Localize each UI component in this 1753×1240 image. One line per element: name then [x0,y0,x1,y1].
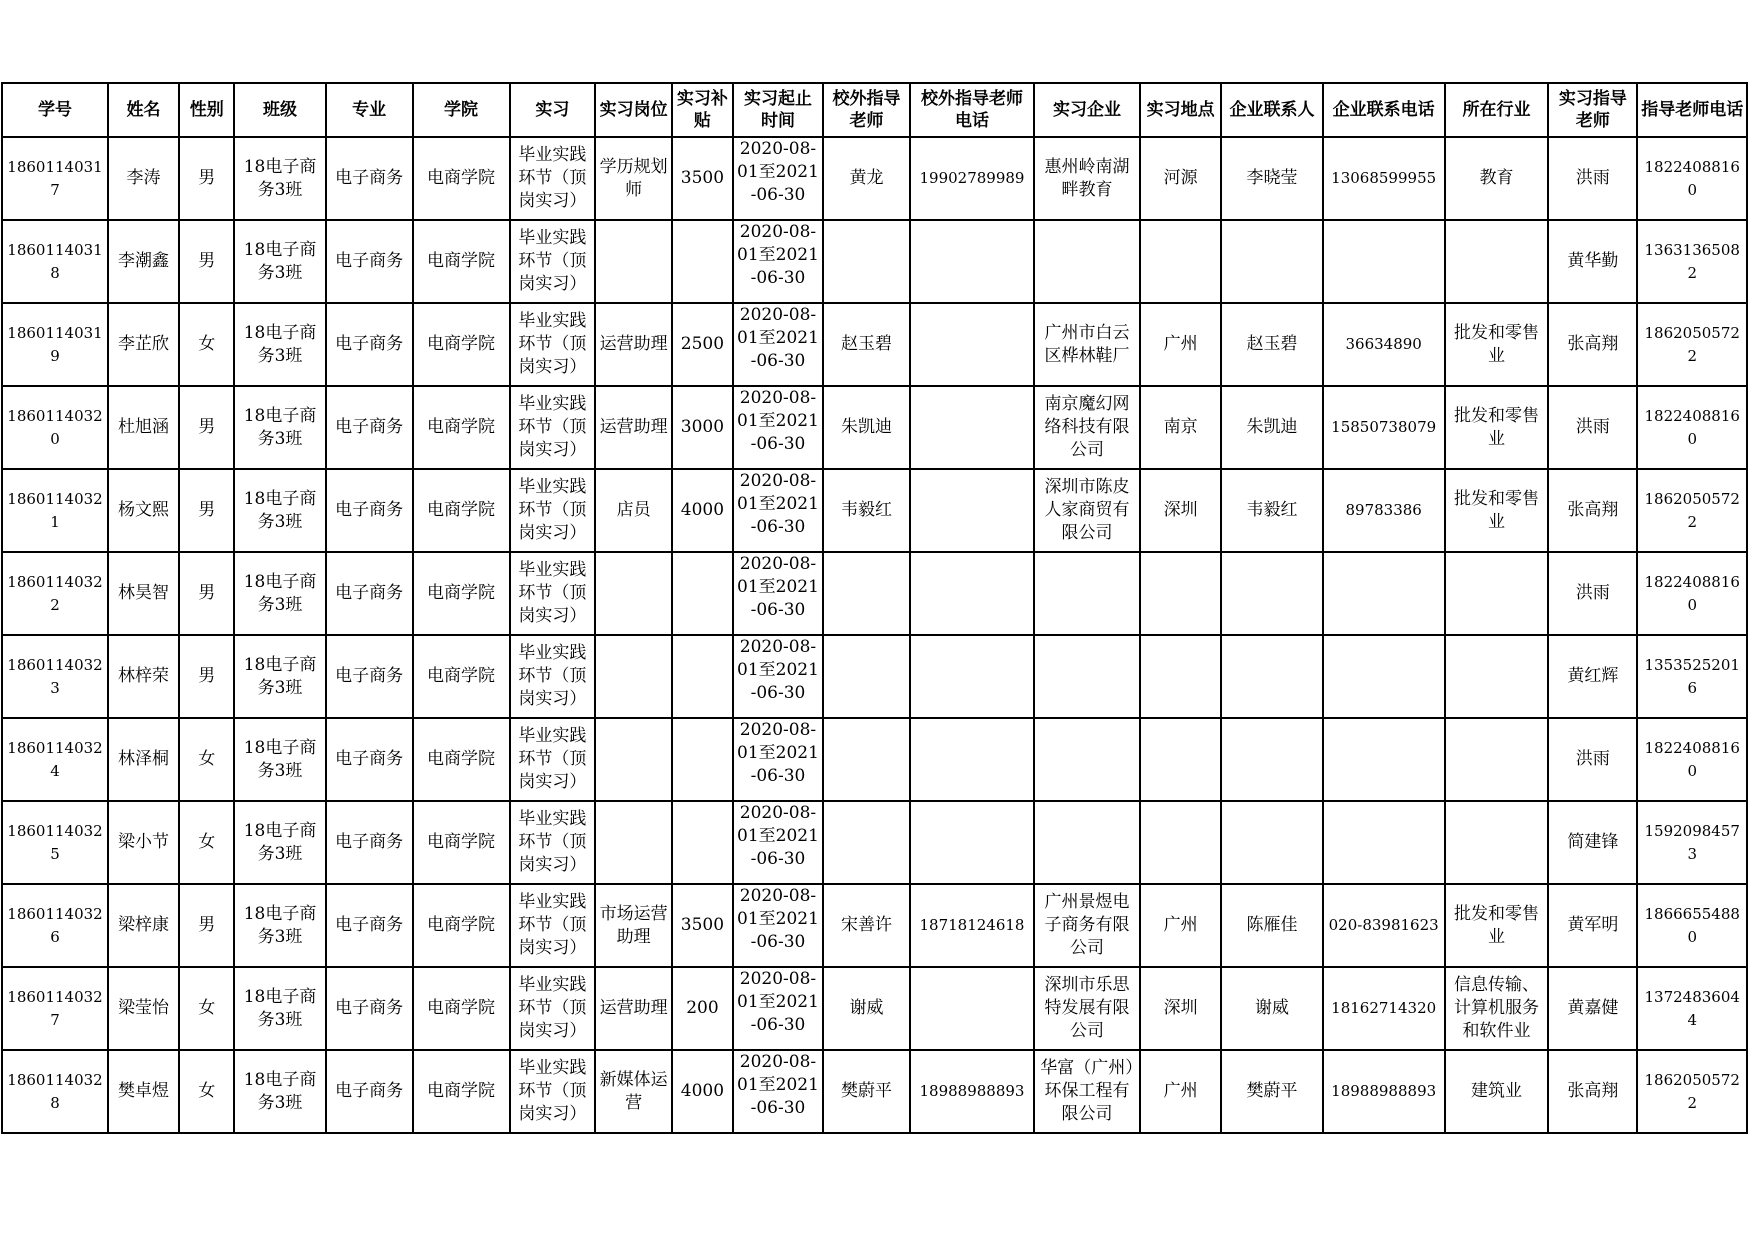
col-allowance-cell: 2500 [672,303,733,386]
col-allowance-cell: 3500 [672,884,733,967]
col-college-cell: 电商学院 [413,552,510,635]
col-position-cell: 运营助理 [595,303,672,386]
col-industry-cell: 信息传输、计算机服务和软件业 [1445,967,1549,1050]
internship-table [1,82,1748,1134]
col-internship-cell: 毕业实践环节（顶岗实习） [510,1050,596,1133]
col-company-phone-header: 企业联系电话 [1323,83,1445,137]
col-mentor-header: 实习指导老师 [1548,83,1637,137]
col-gender-cell: 男 [179,386,234,469]
col-company-contact-cell [1221,718,1323,801]
table-row [2,220,1747,303]
col-external-mentor-phone-cell [910,967,1034,1050]
col-student-id-cell: 18601140326 [2,884,108,967]
col-external-mentor-cell [823,220,910,303]
col-mentor-cell: 洪雨 [1548,552,1637,635]
col-mentor-cell: 洪雨 [1548,386,1637,469]
col-external-mentor-phone-cell [910,469,1034,552]
col-student-id-cell: 18601140319 [2,303,108,386]
col-name-cell: 梁梓康 [108,884,179,967]
col-name-cell: 梁小节 [108,801,179,884]
col-mentor-phone-cell: 18620505722 [1637,469,1747,552]
col-external-mentor-phone-header: 校外指导老师电话 [910,83,1034,137]
col-student-id-cell: 18601140324 [2,718,108,801]
col-period-cell [733,469,823,552]
col-class-cell: 18电子商务3班 [234,137,325,220]
col-company-phone-cell: 15850738079 [1323,386,1445,469]
col-external-mentor-cell: 宋善许 [823,884,910,967]
table-row [2,884,1747,967]
col-external-mentor-cell: 谢威 [823,967,910,1050]
col-internship-cell: 毕业实践环节（顶岗实习） [510,718,596,801]
col-student-id-cell: 18601140328 [2,1050,108,1133]
col-gender-cell: 女 [179,718,234,801]
col-major-cell: 电子商务 [326,1050,413,1133]
col-location-cell: 南京 [1140,386,1221,469]
col-industry-cell: 批发和零售业 [1445,884,1549,967]
col-period-cell [733,884,823,967]
col-student-id-cell: 18601140320 [2,386,108,469]
period-text: 2020-08-01至2021-06-30 [737,388,819,454]
col-company-phone-cell: 020-83981623 [1323,884,1445,967]
col-external-mentor-phone-cell [910,303,1034,386]
period-text: 2020-08-01至2021-06-30 [737,720,819,786]
col-external-mentor-cell [823,635,910,718]
col-class-cell: 18电子商务3班 [234,552,325,635]
col-mentor-cell: 张高翔 [1548,303,1637,386]
col-mentor-cell: 黄嘉健 [1548,967,1637,1050]
col-position-cell: 运营助理 [595,386,672,469]
col-gender-cell: 男 [179,884,234,967]
col-class-cell: 18电子商务3班 [234,1050,325,1133]
col-internship-cell: 毕业实践环节（顶岗实习） [510,303,596,386]
col-external-mentor-phone-cell: 18988988893 [910,1050,1034,1133]
col-industry-header: 所在行业 [1445,83,1549,137]
col-industry-cell: 批发和零售业 [1445,386,1549,469]
col-class-cell: 18电子商务3班 [234,967,325,1050]
col-mentor-cell: 洪雨 [1548,718,1637,801]
col-class-header: 班级 [234,83,325,137]
col-mentor-cell: 张高翔 [1548,1050,1637,1133]
col-major-cell: 电子商务 [326,220,413,303]
col-name-cell: 李涛 [108,137,179,220]
col-class-cell: 18电子商务3班 [234,884,325,967]
col-mentor-phone-cell: 13535252016 [1637,635,1747,718]
period-text: 2020-08-01至2021-06-30 [737,471,819,537]
period-text: 2020-08-01至2021-06-30 [737,139,819,205]
period-text: 2020-08-01至2021-06-30 [737,886,819,952]
col-industry-cell: 批发和零售业 [1445,303,1549,386]
col-period-header: 实习起止时间 [733,83,823,137]
col-external-mentor-phone-cell [910,801,1034,884]
col-major-cell: 电子商务 [326,469,413,552]
col-position-cell [595,718,672,801]
col-external-mentor-cell [823,718,910,801]
col-location-header: 实习地点 [1140,83,1221,137]
col-name-cell: 林梓荣 [108,635,179,718]
col-company-phone-cell [1323,801,1445,884]
col-internship-cell: 毕业实践环节（顶岗实习） [510,884,596,967]
col-mentor-phone-cell: 13631365082 [1637,220,1747,303]
col-gender-cell: 男 [179,552,234,635]
col-mentor-cell: 黄华勤 [1548,220,1637,303]
col-mentor-phone-cell: 15920984573 [1637,801,1747,884]
col-major-cell: 电子商务 [326,386,413,469]
col-position-cell: 运营助理 [595,967,672,1050]
col-industry-cell [1445,552,1549,635]
col-company-cell: 惠州岭南湖畔教育 [1034,137,1140,220]
col-allowance-cell: 4000 [672,469,733,552]
header-row [2,83,1747,137]
col-company-contact-cell: 赵玉碧 [1221,303,1323,386]
col-period-cell [733,1050,823,1133]
col-internship-cell: 毕业实践环节（顶岗实习） [510,967,596,1050]
col-period-cell [733,718,823,801]
col-company-cell: 南京魔幻网络科技有限公司 [1034,386,1140,469]
period-text: 2020-08-01至2021-06-30 [737,803,819,869]
col-gender-cell: 男 [179,635,234,718]
col-company-contact-cell: 韦毅红 [1221,469,1323,552]
col-student-id-cell: 18601140322 [2,552,108,635]
col-college-cell: 电商学院 [413,137,510,220]
col-location-cell: 广州 [1140,303,1221,386]
col-external-mentor-cell: 韦毅红 [823,469,910,552]
col-name-header: 姓名 [108,83,179,137]
col-external-mentor-phone-cell [910,635,1034,718]
col-allowance-cell: 3500 [672,137,733,220]
table-row [2,552,1747,635]
col-mentor-cell: 简建锋 [1548,801,1637,884]
col-mentor-phone-cell: 13724836044 [1637,967,1747,1050]
col-company-cell: 广州景煜电子商务有限公司 [1034,884,1140,967]
col-location-cell [1140,220,1221,303]
col-allowance-cell [672,220,733,303]
table-row [2,718,1747,801]
period-text: 2020-08-01至2021-06-30 [737,969,819,1035]
col-company-phone-cell: 36634890 [1323,303,1445,386]
col-position-cell [595,635,672,718]
col-allowance-cell [672,552,733,635]
col-industry-cell: 批发和零售业 [1445,469,1549,552]
col-external-mentor-cell: 朱凯迪 [823,386,910,469]
col-major-cell: 电子商务 [326,718,413,801]
col-external-mentor-phone-cell: 19902789989 [910,137,1034,220]
col-internship-cell: 毕业实践环节（顶岗实习） [510,386,596,469]
col-position-cell [595,552,672,635]
col-class-cell: 18电子商务3班 [234,220,325,303]
col-company-contact-cell [1221,552,1323,635]
table-body [2,137,1747,1133]
period-text: 2020-08-01至2021-06-30 [737,637,819,703]
col-company-phone-cell [1323,718,1445,801]
col-college-cell: 电商学院 [413,469,510,552]
col-company-contact-cell: 樊蔚平 [1221,1050,1323,1133]
col-period-cell [733,635,823,718]
col-college-cell: 电商学院 [413,386,510,469]
col-college-cell: 电商学院 [413,718,510,801]
col-gender-cell: 男 [179,220,234,303]
col-external-mentor-cell: 樊蔚平 [823,1050,910,1133]
col-company-phone-cell: 18988988893 [1323,1050,1445,1133]
col-external-mentor-cell [823,801,910,884]
col-class-cell: 18电子商务3班 [234,469,325,552]
col-gender-cell: 男 [179,137,234,220]
col-major-cell: 电子商务 [326,552,413,635]
col-college-cell: 电商学院 [413,303,510,386]
col-gender-cell: 男 [179,469,234,552]
col-location-cell: 广州 [1140,884,1221,967]
col-allowance-cell: 200 [672,967,733,1050]
col-mentor-cell: 洪雨 [1548,137,1637,220]
col-name-cell: 林泽桐 [108,718,179,801]
col-position-cell: 店员 [595,469,672,552]
col-allowance-cell: 4000 [672,1050,733,1133]
col-industry-cell [1445,801,1549,884]
col-mentor-phone-cell: 18224088160 [1637,718,1747,801]
period-text: 2020-08-01至2021-06-30 [737,1052,819,1118]
col-location-cell [1140,635,1221,718]
col-external-mentor-cell: 赵玉碧 [823,303,910,386]
col-company-cell [1034,718,1140,801]
table-row [2,635,1747,718]
col-college-cell: 电商学院 [413,635,510,718]
col-major-header: 专业 [326,83,413,137]
col-name-cell: 樊卓煜 [108,1050,179,1133]
col-company-cell: 广州市白云区桦林鞋厂 [1034,303,1140,386]
col-gender-header: 性别 [179,83,234,137]
col-position-cell [595,801,672,884]
col-internship-cell: 毕业实践环节（顶岗实习） [510,469,596,552]
col-class-cell: 18电子商务3班 [234,718,325,801]
col-name-cell: 梁莹怡 [108,967,179,1050]
col-position-header: 实习岗位 [595,83,672,137]
col-mentor-phone-cell: 18224088160 [1637,552,1747,635]
col-period-cell [733,801,823,884]
col-student-id-cell: 18601140321 [2,469,108,552]
table-row [2,303,1747,386]
col-gender-cell: 女 [179,1050,234,1133]
col-period-cell [733,967,823,1050]
col-major-cell: 电子商务 [326,635,413,718]
col-location-cell [1140,718,1221,801]
col-internship-cell: 毕业实践环节（顶岗实习） [510,801,596,884]
col-company-contact-cell: 朱凯迪 [1221,386,1323,469]
col-gender-cell: 女 [179,801,234,884]
col-position-cell: 学历规划师 [595,137,672,220]
col-student-id-cell: 18601140325 [2,801,108,884]
col-college-cell: 电商学院 [413,884,510,967]
period-text: 2020-08-01至2021-06-30 [737,554,819,620]
col-major-cell: 电子商务 [326,137,413,220]
table-row [2,137,1747,220]
col-industry-cell [1445,718,1549,801]
col-student-id-cell: 18601140323 [2,635,108,718]
col-mentor-phone-cell: 18224088160 [1637,386,1747,469]
col-company-phone-cell [1323,220,1445,303]
col-company-phone-cell [1323,552,1445,635]
col-company-cell: 深圳市陈皮人家商贸有限公司 [1034,469,1140,552]
col-name-cell: 李芷欣 [108,303,179,386]
col-company-cell [1034,220,1140,303]
col-company-contact-header: 企业联系人 [1221,83,1323,137]
col-industry-cell: 建筑业 [1445,1050,1549,1133]
col-company-contact-cell: 陈雁佳 [1221,884,1323,967]
col-period-cell [733,220,823,303]
col-mentor-cell: 黄红辉 [1548,635,1637,718]
col-position-cell [595,220,672,303]
col-mentor-phone-cell: 18620505722 [1637,1050,1747,1133]
col-company-phone-cell: 89783386 [1323,469,1445,552]
col-company-contact-cell [1221,220,1323,303]
col-mentor-cell: 黄军明 [1548,884,1637,967]
col-allowance-cell: 3000 [672,386,733,469]
col-college-header: 学院 [413,83,510,137]
col-name-cell: 杨文熙 [108,469,179,552]
col-external-mentor-phone-cell [910,718,1034,801]
col-period-cell [733,137,823,220]
col-college-cell: 电商学院 [413,967,510,1050]
col-period-cell [733,386,823,469]
col-company-contact-cell [1221,635,1323,718]
period-text: 2020-08-01至2021-06-30 [737,305,819,371]
col-college-cell: 电商学院 [413,220,510,303]
col-company-contact-cell [1221,801,1323,884]
col-period-cell [733,552,823,635]
col-location-cell [1140,801,1221,884]
col-location-cell: 广州 [1140,1050,1221,1133]
col-name-cell: 林昊智 [108,552,179,635]
col-period-cell [733,303,823,386]
col-internship-cell: 毕业实践环节（顶岗实习） [510,220,596,303]
col-external-mentor-phone-cell [910,552,1034,635]
col-external-mentor-cell: 黄龙 [823,137,910,220]
col-name-cell: 李潮鑫 [108,220,179,303]
table-row [2,1050,1747,1133]
col-class-cell: 18电子商务3班 [234,801,325,884]
col-class-cell: 18电子商务3班 [234,303,325,386]
col-student-id-header: 学号 [2,83,108,137]
col-mentor-phone-cell: 18666554880 [1637,884,1747,967]
period-text: 2020-08-01至2021-06-30 [737,222,819,288]
col-external-mentor-phone-cell [910,386,1034,469]
col-mentor-phone-cell: 18620505722 [1637,303,1747,386]
table-row [2,801,1747,884]
col-student-id-cell: 18601140327 [2,967,108,1050]
col-location-cell: 河源 [1140,137,1221,220]
col-internship-cell: 毕业实践环节（顶岗实习） [510,635,596,718]
col-company-cell: 深圳市乐思特发展有限公司 [1034,967,1140,1050]
col-company-contact-cell: 李晓莹 [1221,137,1323,220]
col-company-cell [1034,801,1140,884]
col-company-cell [1034,635,1140,718]
col-industry-cell [1445,635,1549,718]
col-company-contact-cell: 谢威 [1221,967,1323,1050]
col-external-mentor-cell [823,552,910,635]
col-location-cell: 深圳 [1140,469,1221,552]
col-allowance-cell [672,801,733,884]
col-major-cell: 电子商务 [326,967,413,1050]
col-location-cell [1140,552,1221,635]
col-gender-cell: 女 [179,967,234,1050]
col-internship-header: 实习 [510,83,596,137]
table-row [2,386,1747,469]
col-class-cell: 18电子商务3班 [234,386,325,469]
col-external-mentor-phone-cell [910,220,1034,303]
col-company-cell: 华富（广州）环保工程有限公司 [1034,1050,1140,1133]
col-company-header: 实习企业 [1034,83,1140,137]
col-position-cell: 市场运营助理 [595,884,672,967]
col-major-cell: 电子商务 [326,303,413,386]
col-allowance-cell [672,635,733,718]
col-internship-cell: 毕业实践环节（顶岗实习） [510,137,596,220]
col-industry-cell: 教育 [1445,137,1549,220]
col-external-mentor-header: 校外指导老师 [823,83,910,137]
col-mentor-phone-header: 指导老师电话 [1637,83,1747,137]
table-row [2,967,1747,1050]
col-mentor-phone-cell: 18224088160 [1637,137,1747,220]
col-major-cell: 电子商务 [326,884,413,967]
col-college-cell: 电商学院 [413,1050,510,1133]
table-row [2,469,1747,552]
col-position-cell: 新媒体运营 [595,1050,672,1133]
col-name-cell: 杜旭涵 [108,386,179,469]
col-company-phone-cell: 13068599955 [1323,137,1445,220]
col-industry-cell [1445,220,1549,303]
col-class-cell: 18电子商务3班 [234,635,325,718]
col-company-cell [1034,552,1140,635]
col-location-cell: 深圳 [1140,967,1221,1050]
col-mentor-cell: 张高翔 [1548,469,1637,552]
col-major-cell: 电子商务 [326,801,413,884]
col-student-id-cell: 18601140318 [2,220,108,303]
col-internship-cell: 毕业实践环节（顶岗实习） [510,552,596,635]
col-college-cell: 电商学院 [413,801,510,884]
col-gender-cell: 女 [179,303,234,386]
col-company-phone-cell [1323,635,1445,718]
col-allowance-header: 实习补贴 [672,83,733,137]
col-company-phone-cell: 18162714320 [1323,967,1445,1050]
col-allowance-cell [672,718,733,801]
col-external-mentor-phone-cell: 18718124618 [910,884,1034,967]
col-student-id-cell: 18601140317 [2,137,108,220]
